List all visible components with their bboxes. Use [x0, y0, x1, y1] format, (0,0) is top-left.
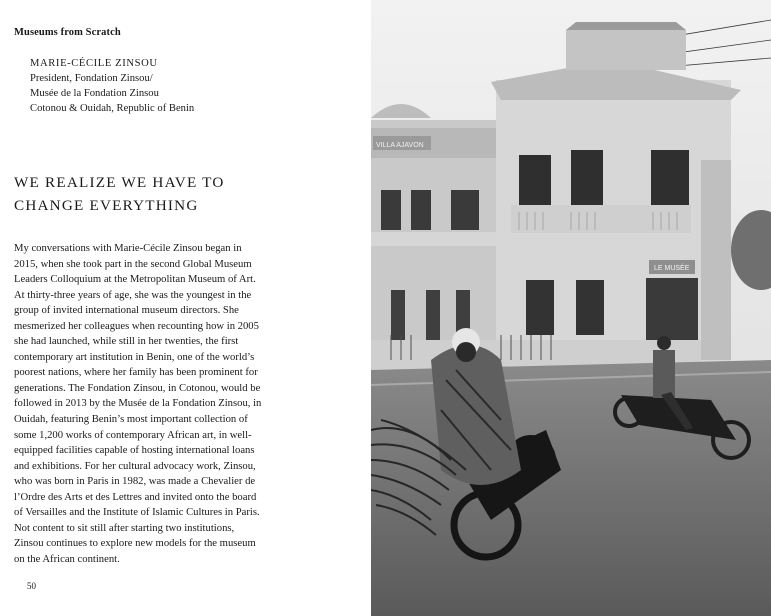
body-line: poorest nations, where her family has been prominent for	[14, 367, 258, 379]
body-line: on the African continent.	[14, 553, 120, 565]
byline-line: Cotonou & Ouidah, Republic of Benin	[30, 103, 195, 114]
byline-line: Musée de la Fondation Zinsou	[30, 88, 159, 99]
sign-villa: VILLA AJAVON	[376, 142, 424, 149]
body-line: contemporary art institution in Benin, one of the world’s	[14, 351, 255, 363]
headline-line: CHANGE EVERYTHING	[14, 197, 199, 214]
body-line: of Versailles and the Institute of Islamic Cultures in Paris.	[14, 507, 260, 519]
body-line: My conversations with Marie-Cécile Zinsou began in	[14, 243, 242, 254]
body-line: Ouidah, featuring Benin’s most important collection of	[14, 414, 248, 426]
body-line: Leaders Colloquium at the Metropolitan Museum of Art.	[14, 274, 256, 286]
body-line: followed in 2013 by the Musée de la Fondation Zinsou, in	[14, 398, 262, 410]
body-line: At thirty-three years of age, she was the youngest in the	[14, 289, 252, 301]
body-line: l’Ordre des Arts et des Lettres and invited onto the board	[14, 491, 257, 503]
body-line: and exhibitions. For her cultural advocacy work, Zinsou,	[14, 460, 256, 472]
body-line: Not content to sit still after starting two institutions,	[14, 522, 235, 534]
byline-name: MARIE-CÉCILE ZINSOU	[30, 58, 158, 69]
body-line: group of invited international museum directors. She	[14, 305, 239, 317]
sign-museum: LE MUSÉE	[654, 265, 690, 272]
headline-line: WE REALIZE WE HAVE TO	[14, 174, 225, 191]
byline	[30, 56, 350, 116]
body-text	[14, 241, 319, 567]
body-line: generations. The Fondation Zinsou, in Cotonou, would be	[14, 382, 261, 394]
body-line: 2015, when she took part in the second Global Museum	[14, 258, 252, 270]
running-head: Museums from Scratch	[14, 27, 121, 38]
body-line: she had launched, while still in her twenties, the first	[14, 336, 239, 348]
photo	[371, 0, 771, 616]
byline-line: President, Fondation Zinsou/	[30, 73, 153, 84]
page-number: 50	[27, 581, 36, 591]
museum-building-photo	[371, 0, 771, 616]
body-line: Zinsou continues to explore new models for the museum	[14, 538, 256, 550]
body-line: equipped facilities capable of hosting international loans	[14, 445, 255, 457]
body-line: mesmerized her colleagues when recounting how in 2005	[14, 320, 259, 332]
left-page	[0, 0, 371, 616]
headline	[14, 171, 344, 217]
body-line: some 1,200 works of contemporary African art, in well-	[14, 429, 252, 441]
body-line: who was born in Paris in 1982, was made a Chevalier de	[14, 476, 256, 488]
